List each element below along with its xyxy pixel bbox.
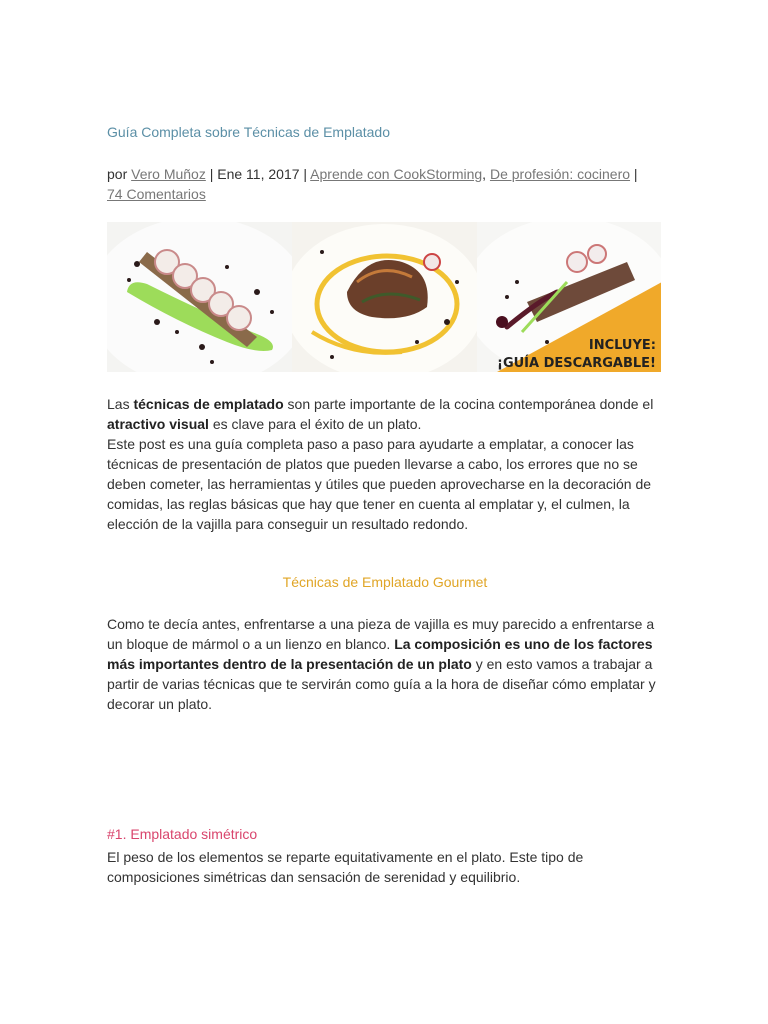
intro-text-1: Las <box>107 396 134 412</box>
intro-bold-2: atractivo visual <box>107 416 209 432</box>
plate-image-round <box>292 222 477 372</box>
meta-comma: , <box>482 166 490 182</box>
post-meta <box>107 164 647 204</box>
composition-bold: La composición es uno de los factores más importantes dentro de la presentación de un plato <box>107 636 653 672</box>
intro-paragraph <box>107 394 663 534</box>
comments-link[interactable]: 74 Comentarios <box>107 186 206 202</box>
meta-date: | Ene 11, 2017 | <box>205 166 311 182</box>
category-link-aprende[interactable]: Aprende con CookStorming <box>310 166 483 182</box>
composition-text-1: Como te decía antes, enfrentarse a una pieza de vajilla es muy parecido a enfrentarse a un bloque de mármol o a un lienzo en blanco. <box>107 616 655 652</box>
badge-line-1: INCLUYE: <box>588 338 656 353</box>
plate-image-symmetric <box>107 222 292 372</box>
composition-paragraph <box>107 614 663 714</box>
technique-description-symmetric: El peso de los elementos se reparte equitativamente en el plato. Este tipo de composiciones simétricas dan sensación de serenidad y equilibrio. <box>107 849 584 885</box>
category-link-profesion[interactable]: De profesión: cocinero <box>489 166 631 182</box>
plate-image-diagonal <box>477 222 661 372</box>
badge-line-2: ¡GUÍA DESCARGABLE! <box>497 356 656 371</box>
intro-bold-1: técnicas de emplatado <box>133 396 284 412</box>
intro-text-4: Este post es una guía completa paso a paso para ayudarte a emplatar, a conocer las técnicas de presentación de platos que pueden llevarse a cabo, los errores que no se deben cometer, las herramientas y útiles que pueden aprovecharse en la decoración de comidas, las reglas básicas que hay que tener en cuenta al emplatar y, el culmen, la elección de la vajilla para conseguir un resultado redondo. <box>107 436 652 532</box>
technique-title-symmetric: #1. Emplatado simétrico <box>107 826 258 842</box>
intro-text-2: son parte importante de la cocina contemporánea donde el <box>283 396 654 412</box>
section-heading-gourmet: Técnicas de Emplatado Gourmet <box>282 574 488 590</box>
downloadable-guide-badge <box>494 302 661 372</box>
author-link[interactable]: Vero Muñoz <box>131 166 206 182</box>
meta-sep: | <box>630 166 638 182</box>
intro-text-3: es clave para el éxito de un plato. <box>208 416 422 432</box>
meta-by: por <box>107 166 132 182</box>
article-title: Guía Completa sobre Técnicas de Emplatado <box>107 124 391 140</box>
hero-image <box>107 222 661 372</box>
composition-text-2: y en esto vamos a trabajar a partir de varias técnicas que te servirán como guía a la hora de diseñar cómo emplatar y decorar un plato. <box>107 656 656 712</box>
